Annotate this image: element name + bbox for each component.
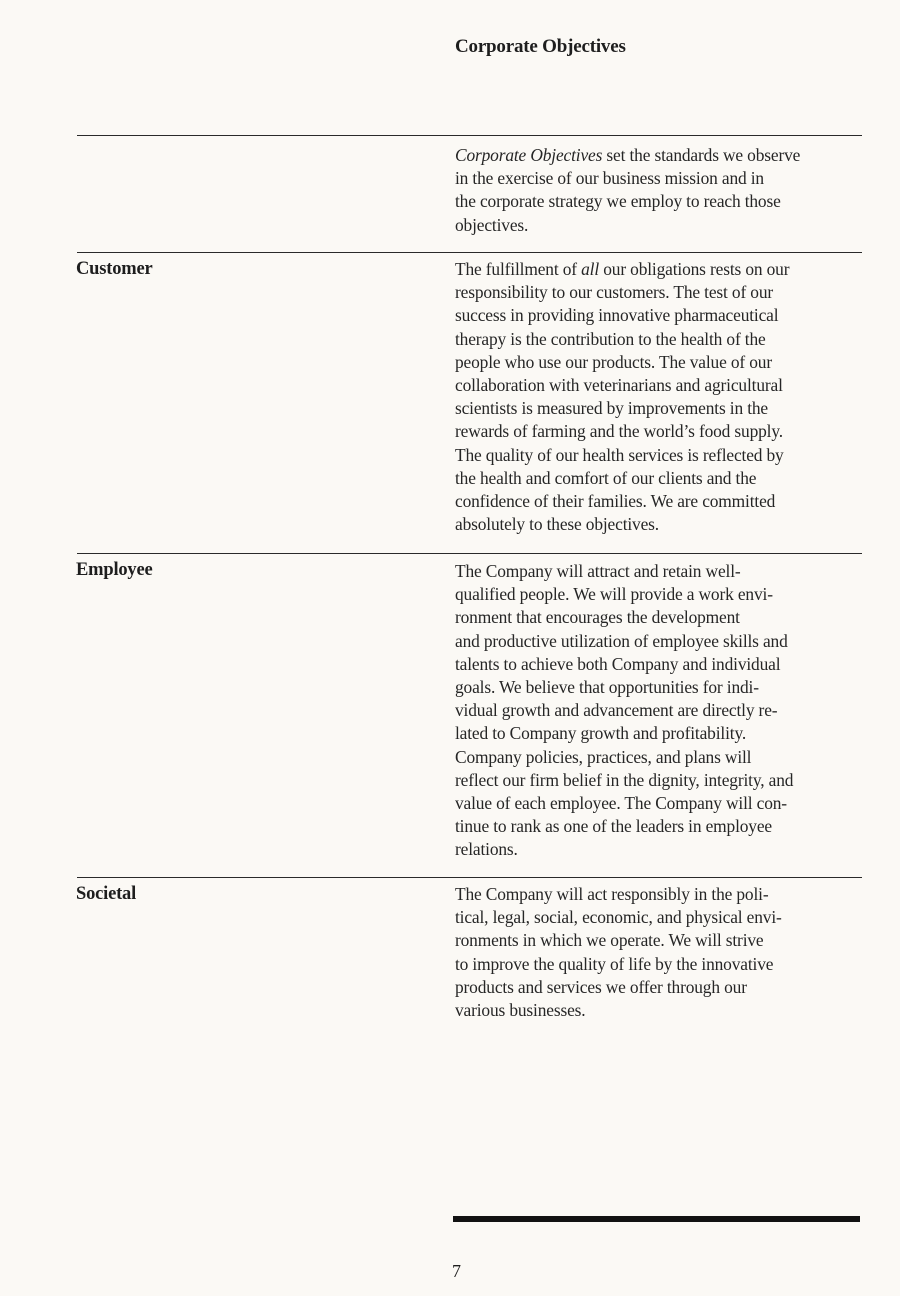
customer-line: scientists is measured by improvements in the — [455, 398, 768, 419]
customer-line: The quality of our health services is reflected by — [455, 444, 784, 465]
customer-line: therapy is the contribution to the health of the — [455, 328, 766, 349]
employee-line: talents to achieve both Company and individual — [455, 653, 781, 674]
customer-paragraph — [455, 258, 860, 536]
divider-societal — [77, 877, 862, 878]
societal-line: tical, legal, social, economic, and physical envi- — [455, 907, 782, 928]
employee-line: goals. We believe that opportunities for indi- — [455, 677, 759, 698]
customer-line — [455, 258, 860, 281]
customer-line: absolutely to these objectives. — [455, 514, 659, 535]
intro-paragraph — [455, 144, 860, 237]
employee-line: relations. — [455, 839, 518, 860]
societal-line: various businesses. — [455, 1000, 586, 1021]
section-label-societal: Societal — [76, 884, 137, 904]
divider-employee — [77, 553, 862, 554]
page-number: 7 — [452, 1261, 461, 1281]
employee-line: ronment that encourages the development — [455, 607, 740, 628]
employee-line: qualified people. We will provide a work envi- — [455, 584, 773, 605]
intro-line-text: set the standards we observe — [602, 145, 801, 165]
societal-line: ronments in which we operate. We will strive — [455, 930, 764, 951]
employee-paragraph — [455, 560, 860, 862]
divider-customer — [77, 252, 862, 253]
intro-line — [455, 144, 860, 167]
emphasis-all: all — [581, 259, 600, 279]
footer-bar — [453, 1216, 860, 1222]
customer-line: the health and comfort of our clients and the — [455, 467, 757, 488]
divider-top — [77, 135, 862, 136]
section-label-employee: Employee — [76, 560, 153, 580]
customer-line: people who use our products. The value of our — [455, 351, 772, 372]
employee-line: reflect our firm belief in the dignity, integrity, and — [455, 769, 794, 790]
intro-line: objectives. — [455, 214, 529, 235]
societal-line: to improve the quality of life by the innovative — [455, 953, 774, 974]
section-label-customer: Customer — [76, 259, 153, 279]
societal-paragraph — [455, 883, 860, 1022]
employee-line: The Company will attract and retain well- — [455, 561, 741, 581]
page-title: Corporate Objectives — [455, 36, 626, 57]
employee-line: Company policies, practices, and plans will — [455, 746, 752, 767]
intro-line: the corporate strategy we employ to reach those — [455, 191, 781, 212]
customer-line-text: our obligations rests on our — [599, 259, 790, 279]
employee-line: tinue to rank as one of the leaders in employee — [455, 816, 772, 837]
intro-title-italic: Corporate Objectives — [455, 145, 603, 165]
employee-line: value of each employee. The Company will con- — [455, 793, 787, 814]
societal-line: The Company will act responsibly in the poli- — [455, 884, 769, 904]
customer-line-text: The fulfillment of — [455, 259, 582, 279]
societal-line: products and services we offer through our — [455, 976, 747, 997]
customer-line: rewards of farming and the world’s food supply. — [455, 421, 783, 442]
customer-line: success in providing innovative pharmaceutical — [455, 305, 779, 326]
employee-line: vidual growth and advancement are directly re- — [455, 700, 778, 721]
customer-line: collaboration with veterinarians and agricultural — [455, 375, 783, 396]
employee-line: lated to Company growth and profitability. — [455, 723, 747, 744]
customer-line: responsibility to our customers. The test of our — [455, 282, 774, 303]
employee-line: and productive utilization of employee skills and — [455, 630, 788, 651]
customer-line: confidence of their families. We are committed — [455, 491, 776, 512]
intro-line: in the exercise of our business mission and in — [455, 168, 764, 189]
